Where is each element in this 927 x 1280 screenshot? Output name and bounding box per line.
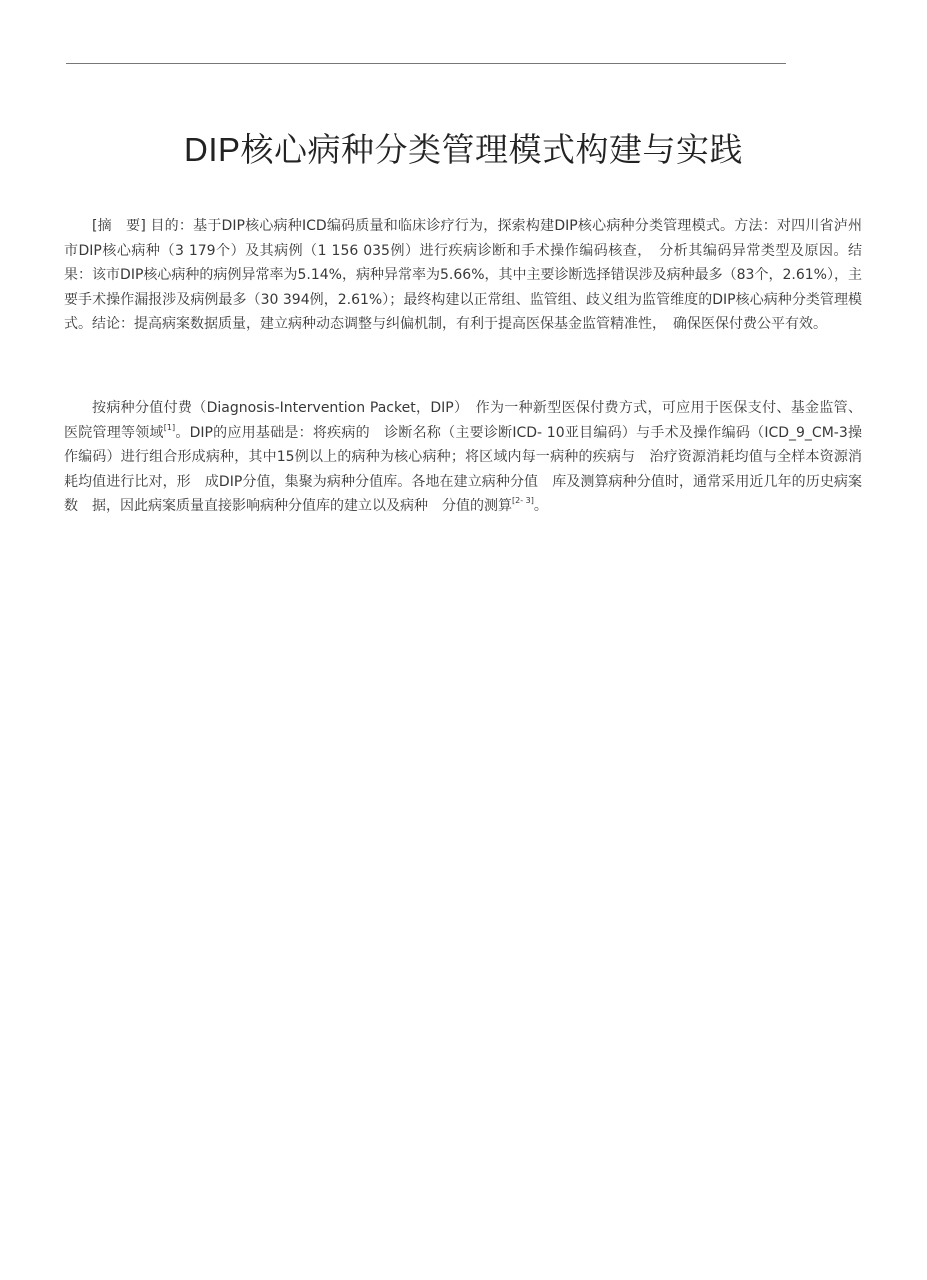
paper-title: DIP核心病种分类管理模式构建与实践: [183, 131, 743, 168]
header-rule: [66, 63, 786, 64]
citation-ref-2: [2- 3]: [512, 496, 534, 506]
citation-ref-1: [1]: [163, 422, 176, 432]
intro-paragraph: [64, 396, 862, 519]
abstract-text: 目的：基于DIP核心病种ICD编码质量和临床诊疗行为，探索构建DIP核心病种分类管理模式。方法：对四川省泸州市DIP核心病种（3 179个）及其病例（1 156 035例）进行疾病诊断和手术操作编码核查， 分析其编码异常类型及原因。结果：该市DIP核心病种的病例异常率为5.14%，病种异常率为5.66%，其中主要诊断选择错误涉及病种最多（83个，2.61%），主要手术操作漏报涉及病例最多（30 394例，2.61%）；最终构建以正常组、监管组、歧义组为监管维度的DIP核心病种分类管理模式。结论：提高病案数据质量，建立病种动态调整与纠偏机制，有利于提高医保基金监管精准性， 确保医保付费公平有效。: [64, 218, 862, 332]
abstract-label: [摘 要]: [92, 218, 146, 234]
intro-text-part1: 按病种分值付费（Diagnosis-Intervention Packet，DIP） 作为一种新型医保付费方式，可应用于医保支付、基金监管、医院管理等领域: [64, 400, 862, 441]
intro-text-part3: 。: [533, 498, 548, 514]
intro-text-part2: 。DIP的应用基础是：将疾病的 诊断名称（主要诊断ICD- 10亚目编码）与手术及操作编码（ICD_9_CM-3操作编码）进行组合形成病种，其中15例以上的病种为核心病种；将区域内每一病种的疾病与 治疗资源消耗均值与全样本资源消耗均值进行比对，形 成DIP分值，集聚为病种分值库。各地在建立病种分值 库及测算病种分值时，通常采用近几年的历史病案数 据，因此病案质量直接影响病种分值库的建立以及病种 分值的测算: [64, 424, 862, 514]
abstract-paragraph: [64, 214, 862, 337]
